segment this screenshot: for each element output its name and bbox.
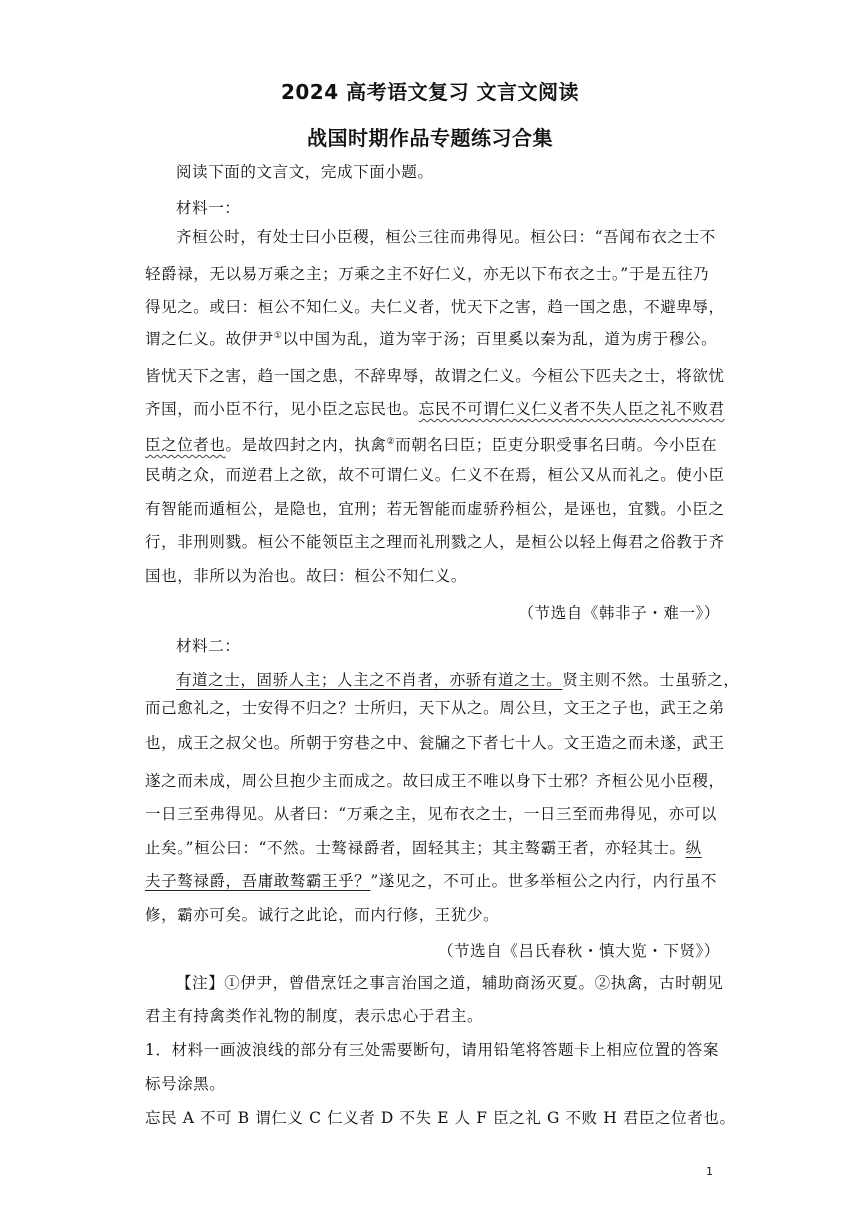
material-1-label: 材料一： [176,199,241,217]
material-2-line: 遂之而未成，周公旦抱少主而成之。故曰成王不唯以身下士邪？齐桓公见小臣稷， [145,772,725,790]
text-fragment: 贤主则不然。士虽骄之， [562,671,740,689]
text-fragment: 以中国为乱，道为宰于汤；百里奚以秦为乱，道为虏于穆公。 [282,330,718,349]
question-text: 标号涂黑。 [145,1075,226,1093]
text-fragment: ”遂见之，不可止。世多举桓公之内行，内行虽不 [370,872,718,890]
text-fragment: 。是故四封之内，执禽 [225,436,387,455]
material-1-line: 皆忧天下之害，趋一国之患，不辞卑辱，故谓之仁义。今桓公下匹夫之士，将欲忧 [145,367,725,385]
material-2-line: 也，成王之叔父也。所朝于穷巷之中、瓮牖之下者七十人。文王造之而未遂，武王 [145,734,725,752]
text-fragment: 齐国，而小臣不行，见小臣之忘民也。 [145,400,419,418]
material-1-line: 民萌之众，而逆君上之欲，故不可谓仁义。仁义不在焉，桓公又从而礼之。使小臣 [145,466,725,484]
text-fragment: 谓之仁义。故伊尹 [145,330,274,349]
text-fragment: 止矣。”桓公曰：“不然。士骜禄爵者，固轻其主；其主骜霸王者，亦轻其士。 [145,839,686,857]
material-2-line [145,838,702,858]
material-1-line: 得见之。或曰：桓公不知仁义。夫仁义者，忧天下之害，趋一国之患，不避卑辱， [145,298,725,316]
question-text: 1．材料一画波浪线的部分有三处需要断句，请用铅笔将答题卡上相应位置的答案 [145,1041,719,1059]
source-citation: （节选自《韩非子・难一》） [518,604,720,622]
footnote-marker: ① [273,331,283,341]
document-subtitle: 战国时期作品专题练习合集 [307,126,553,150]
text-fragment: 而朝名曰臣；臣吏分职受事名曰萌。今小臣在 [395,436,718,455]
material-1-line: 轻爵禄，无以易万乘之主；万乘之主不好仁义，亦无以下布衣之士。”于是五往乃 [145,265,710,283]
underlined-text: 有道之士，固骄人主；人主之不肖者，亦骄有道之士。 [176,671,563,689]
material-1-line: 有智能而遁桓公，是隐也，宜刑；若无智能而虚骄矜桓公，是诬也，宜戮。小臣之 [145,500,725,518]
material-1-line [145,326,717,349]
material-1-line: 国也，非所以为治也。故曰：桓公不知仁义。 [145,567,468,585]
document-title: 2024 高考语文复习 文言文阅读 [280,80,580,104]
annotation-note: 【注】①伊尹，曾借烹饪之事言治国之道，辅助商汤灭夏。②执禽，古时朝见 [176,974,724,992]
material-1-line: 齐桓公时，有处士曰小臣稷，桓公三往而弗得见。桓公曰：“吾闻布衣之士不 [176,228,716,246]
wavy-underlined-text: 忘民不可谓仁义仁义者不失人臣之礼不败君 [418,400,725,418]
material-2-line: 而己愈礼之，士安得不归之？士所归，天下从之。周公旦，文王之子也，武王之弟 [145,699,725,717]
source-citation: （节选自《吕氏春秋・慎大览・下贤》） [437,942,720,960]
material-1-line [145,399,725,419]
footnote-marker: ② [386,437,396,447]
underlined-text: 夫子骜禄爵，吾庸敢骜霸王乎？ [145,872,371,890]
page-number: 1 [706,1165,713,1178]
wavy-underlined-text: 臣之位者也 [145,436,226,455]
material-1-line: 行，非刑则戮。桓公不能领臣主之理而礼刑戮之人，是桓公以轻上侮君之俗教于齐 [145,533,725,551]
question-options: 忘民 A 不可 B 谓仁义 C 仁义者 D 不失 E 人 F 臣之礼 G 不败 H 君臣之位者也。 [145,1109,736,1127]
material-2-line [145,871,717,891]
instruction-text: 阅读下面的文言文，完成下面小题。 [176,163,434,181]
material-1-line [145,432,717,455]
underlined-text: 纵 [685,839,702,857]
material-2-label: 材料二： [176,637,241,655]
material-2-line [176,670,740,690]
annotation-note: 君主有持禽类作礼物的制度，表示忠心于君主。 [145,1007,484,1025]
material-2-line: 修，霸亦可矣。诚行之此论，而内行修，王犹少。 [145,906,500,924]
material-2-line: 一日三至弗得见。从者曰：“万乘之主，见布衣之士，一日三至而弗得见，亦可以 [145,805,718,823]
